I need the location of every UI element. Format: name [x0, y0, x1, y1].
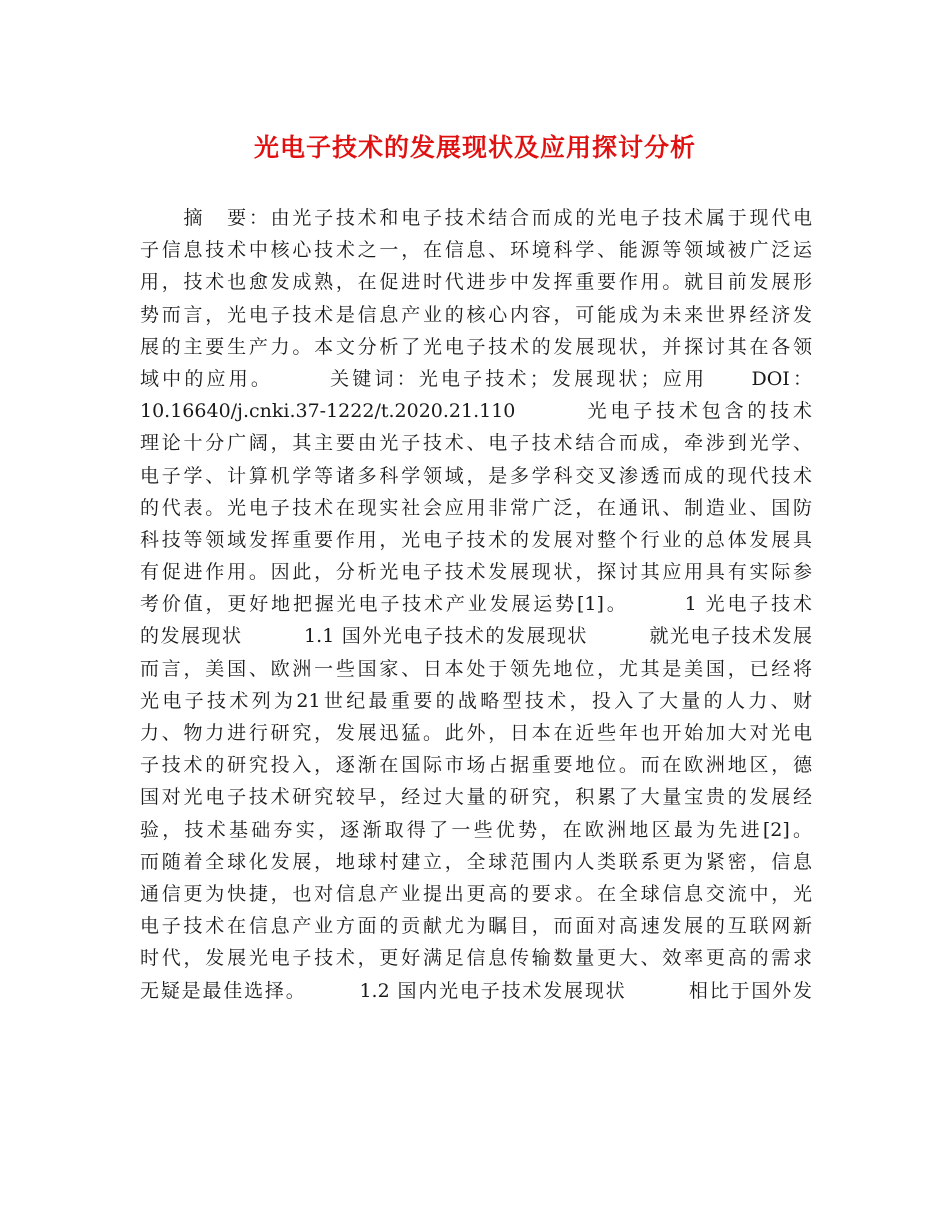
body-line: 电子学、计算机学等诸多科学领域，是多学科交叉渗透而成的现代技术 — [140, 464, 812, 487]
body-line: 时代，发展光电子技术，更好满足信息传输数量更大、效率更高的需求 — [140, 947, 812, 970]
body-line: 有促进作用。因此，分析光电子技术发展现状，探讨其应用具有实际参 — [140, 561, 812, 584]
body-line: 无疑是最佳选择。 1.2 国内光电子技术发展现状 相比于国外发 — [140, 979, 812, 1002]
document-body — [140, 202, 812, 1007]
body-line: 子信息技术中核心技术之一，在信息、环境科学、能源等领域被广泛运 — [140, 239, 812, 262]
body-line: 科技等领域发挥重要作用，光电子技术的发展对整个行业的总体发展具 — [140, 528, 812, 551]
body-line: 国对光电子技术研究较早，经过大量的研究，积累了大量宝贵的发展经 — [140, 786, 812, 809]
body-line: 理论十分广阔，其主要由光子技术、电子技术结合而成，牵涉到光学、 — [140, 432, 812, 455]
body-line: 通信更为快捷，也对信息产业提出更高的要求。在全球信息交流中，光 — [140, 882, 812, 905]
document-title: 光电子技术的发展现状及应用探讨分析 — [253, 133, 696, 162]
body-line: 10.16640/j.cnki.37-1222/t.2020.21.110 光电子技术包含的技术 — [140, 400, 812, 423]
body-line: 的代表。光电子技术在现实社会应用非常广泛，在通讯、制造业、国防 — [140, 496, 812, 519]
body-line: 验，技术基础夯实，逐渐取得了一些优势，在欧洲地区最为先进[2]。 — [140, 818, 812, 841]
body-line: 展的主要生产力。本文分析了光电子技术的发展现状，并探讨其在各领 — [140, 335, 812, 358]
body-line: 摘 要：由光子技术和电子技术结合而成的光电子技术属于现代电 — [140, 207, 812, 229]
body-line: 势而言，光电子技术是信息产业的核心内容，可能成为未来世界经济发 — [140, 303, 812, 326]
body-line: 子技术的研究投入，逐渐在国际市场占据重要地位。而在欧洲地区，德 — [140, 754, 812, 777]
body-line: 用，技术也愈发成熟，在促进时代进步中发挥重要作用。就目前发展形 — [140, 271, 812, 294]
body-line: 域中的应用。 关键词：光电子技术；发展现状；应用 DOI： — [140, 367, 812, 390]
body-line: 考价值，更好地把握光电子技术产业发展运势[1]。 1 光电子技术 — [140, 593, 812, 616]
body-line: 力、物力进行研究，发展迅猛。此外，日本在近些年也开始加大对光电 — [140, 722, 812, 744]
body-line: 而言，美国、欧洲一些国家、日本处于领先地位，尤其是美国，已经将 — [140, 657, 812, 680]
body-line: 电子技术在信息产业方面的贡献尤为瞩目，而面对高速发展的互联网新 — [140, 915, 812, 938]
body-line: 的发展现状 1.1 国外光电子技术的发展现状 就光电子技术发展 — [140, 625, 812, 648]
body-line: 而随着全球化发展，地球村建立，全球范围内人类联系更为紧密，信息 — [140, 850, 812, 873]
body-line: 光电子技术列为21世纪最重要的战略型技术，投入了大量的人力、财 — [140, 689, 812, 712]
